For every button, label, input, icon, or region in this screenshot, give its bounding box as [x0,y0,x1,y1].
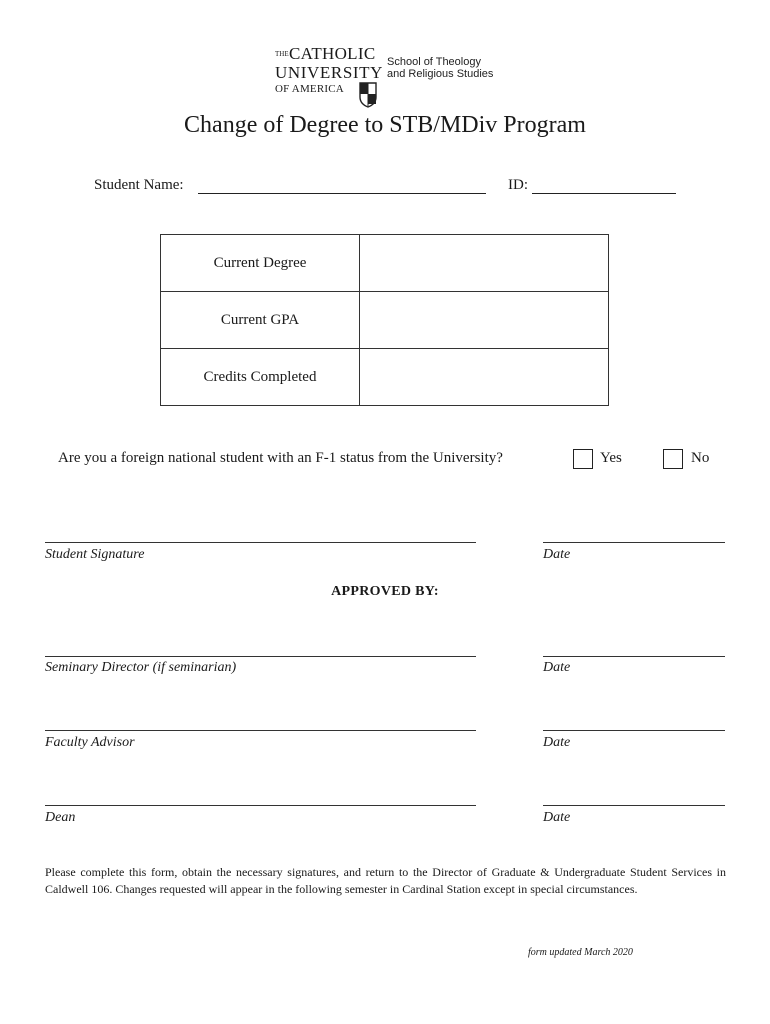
degree-info-table [160,234,609,406]
student-name-label: Student Name: [94,177,184,193]
logo-of-america: OF AMERICA [275,83,344,95]
form-updated-note: form updated March 2020 [528,947,633,958]
student-signature-label: Student Signature [45,547,145,562]
university-logo [275,44,505,114]
advisor-date-line[interactable] [543,730,725,731]
yes-label: Yes [600,450,622,466]
current-degree-label: Current Degree [161,235,360,292]
logo-university: UNIVERSITY [275,63,383,82]
credits-completed-label: Credits Completed [161,349,360,406]
current-gpa-field[interactable] [360,292,609,349]
page-title: Change of Degree to STB/MDiv Program [184,112,586,138]
table-row [161,292,609,349]
logo-school-name [387,56,493,80]
logo-the: THE [275,50,289,58]
logo-catholic: CATHOLIC [289,44,376,63]
logo-school-line2: and Religious Studies [387,68,494,80]
dean-date-line[interactable] [543,805,725,806]
logo-school-line1: School of Theology [387,56,481,68]
dean-date-label: Date [543,810,571,825]
current-gpa-label: Current GPA [161,292,360,349]
table-row [161,235,609,292]
seminary-date-label: Date [543,660,571,675]
dean-label: Dean [45,810,76,825]
student-name-field[interactable] [198,193,486,194]
id-label: ID: [508,177,528,193]
foreign-national-question: Are you a foreign national student with an F-1 status from the University? [58,450,503,466]
student-date-line[interactable] [543,542,725,543]
student-date-label: Date [543,547,571,562]
faculty-advisor-signature-line[interactable] [45,730,476,731]
advisor-date-label: Date [543,735,571,750]
table-row [161,349,609,406]
no-checkbox[interactable] [663,449,683,469]
current-degree-field[interactable] [360,235,609,292]
seminary-director-label: Seminary Director (if seminarian) [45,660,237,675]
dean-signature-line[interactable] [45,805,476,806]
credits-completed-field[interactable] [360,349,609,406]
no-label: No [691,450,710,466]
seminary-date-line[interactable] [543,656,725,657]
approved-by-heading: APPROVED BY: [331,584,439,599]
shield-icon [359,82,377,108]
student-signature-line[interactable] [45,542,476,543]
instructions-paragraph: Please complete this form, obtain the necessary signatures, and return to the Director of Graduate & Undergraduate Student Services in Caldwell 106. Changes requested will appear in the following semester in Cardinal Station except in special circumstances. [45,865,726,896]
yes-checkbox[interactable] [573,449,593,469]
seminary-director-signature-line[interactable] [45,656,476,657]
id-field[interactable] [532,193,676,194]
faculty-advisor-label: Faculty Advisor [45,735,135,750]
